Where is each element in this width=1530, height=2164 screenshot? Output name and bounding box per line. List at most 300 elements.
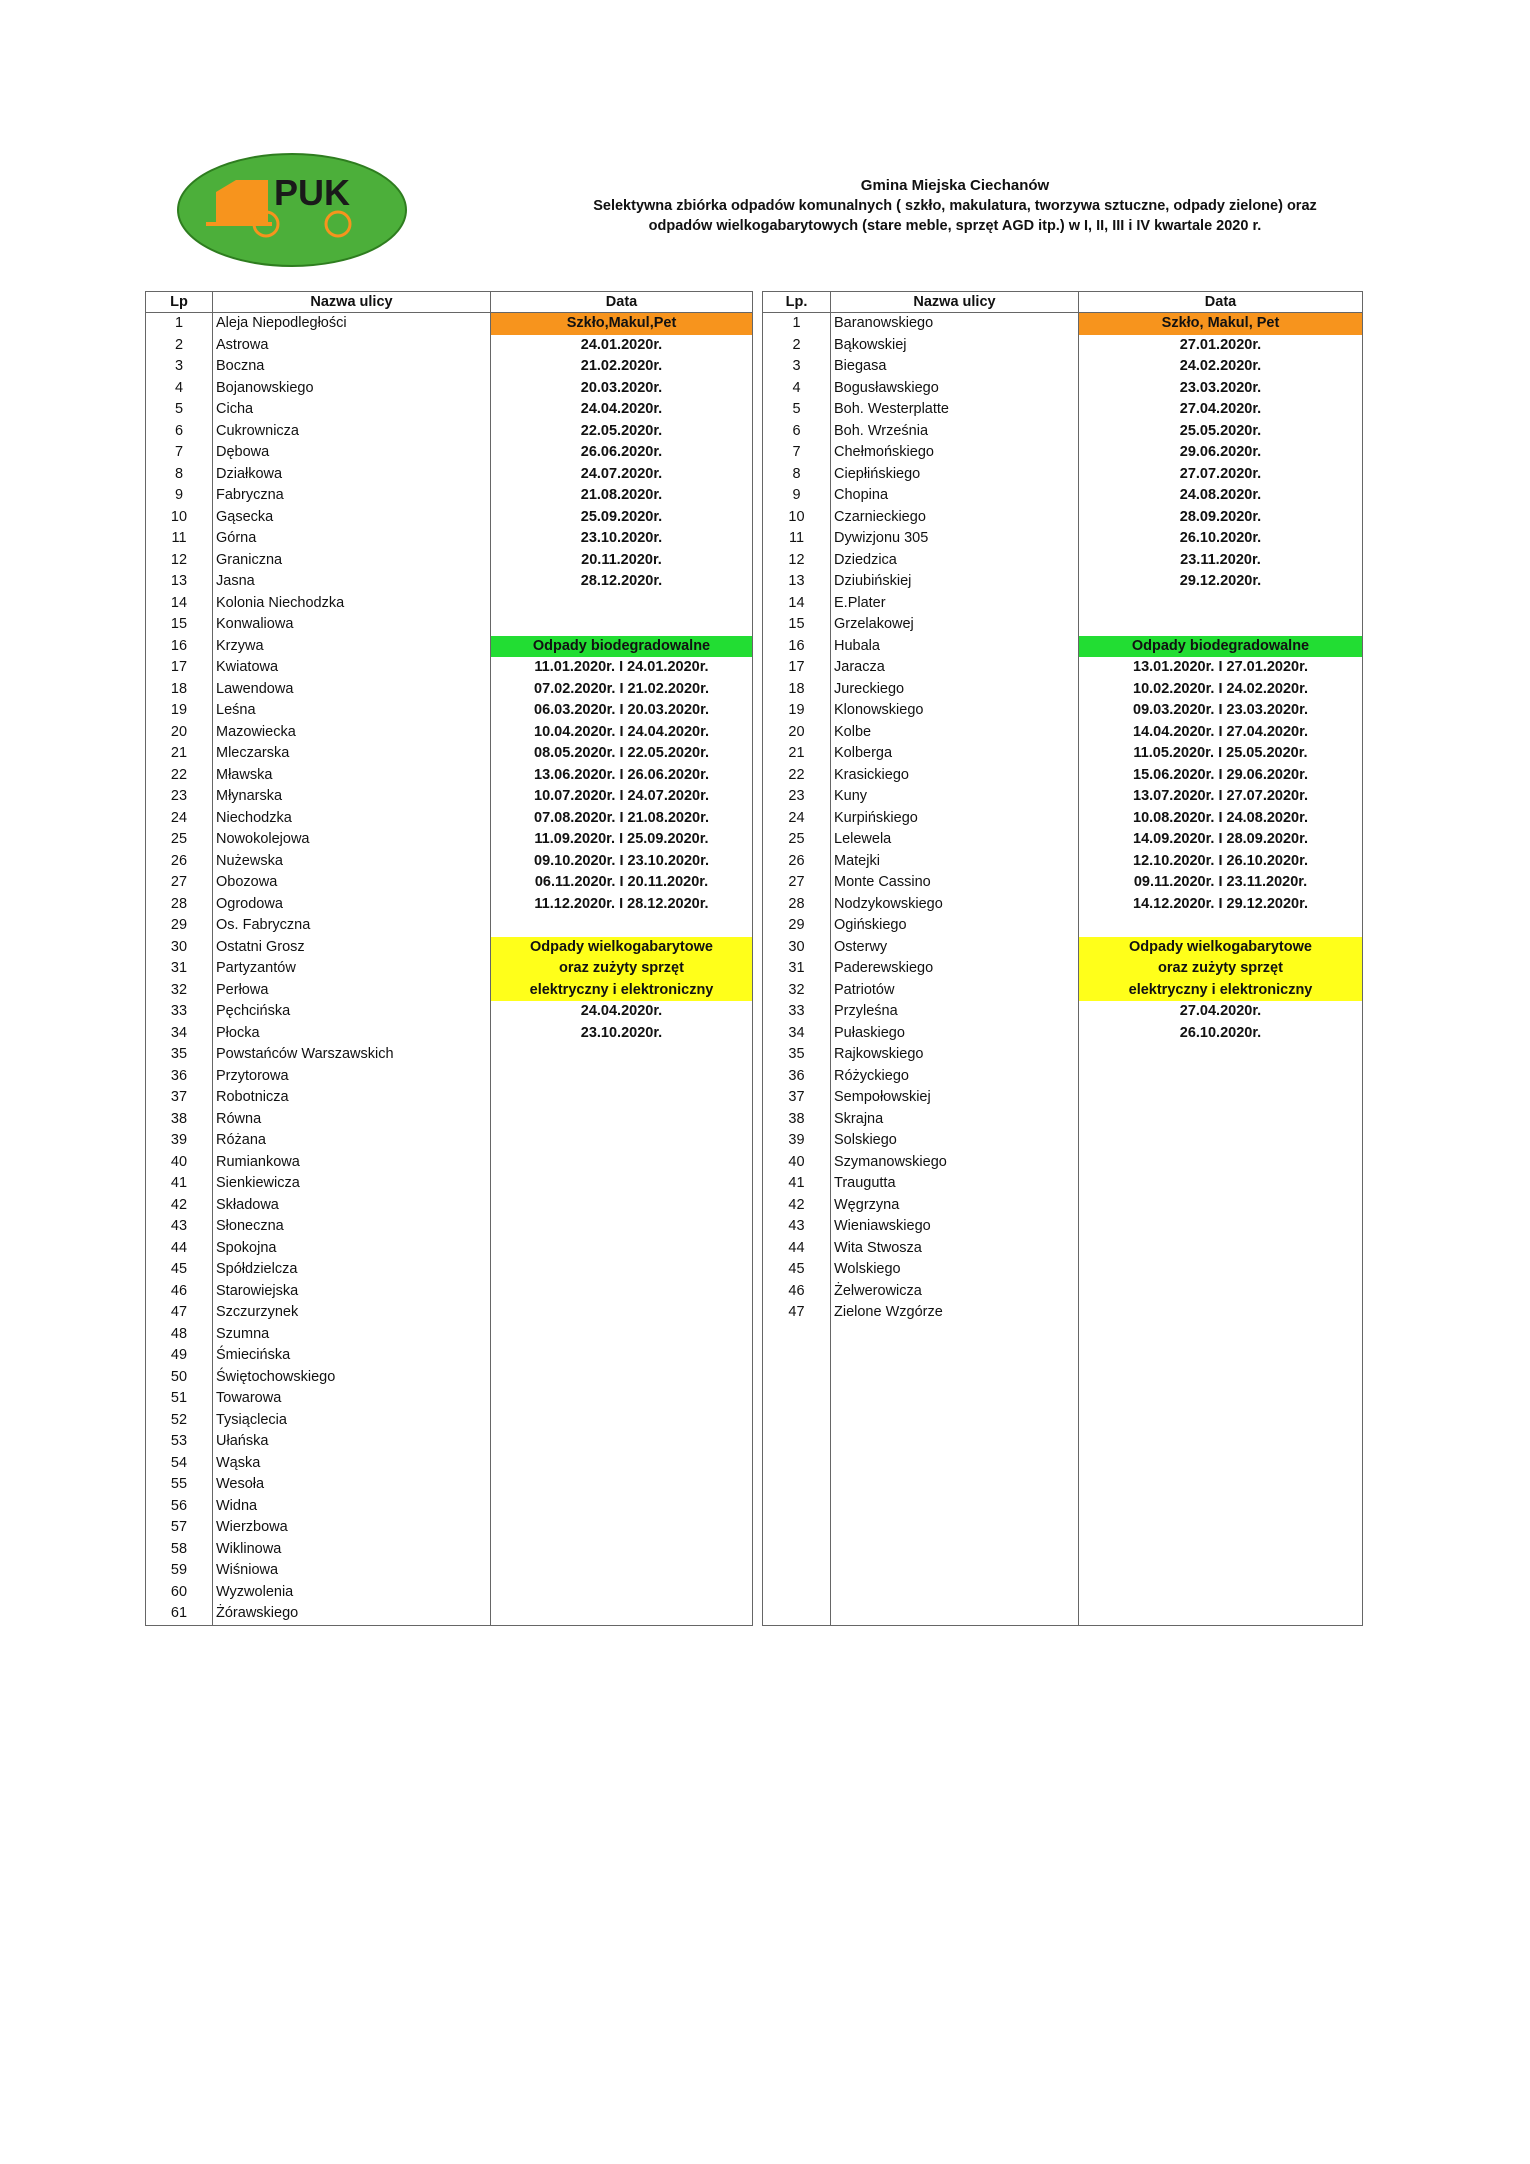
collection-date <box>1079 593 1362 615</box>
street-name: Towarowa <box>216 1390 282 1406</box>
row-number: 18 <box>170 680 188 697</box>
header-line-3: odpadów wielkogabarytowych (stare meble, sprzęt AGD itp.) w I, II, III i IV kwartale 2020 r. <box>648 218 1262 234</box>
collection-date: 11.09.2020r. I 25.09.2020r. <box>534 831 709 847</box>
street-name: Nodzykowskiego <box>834 895 943 912</box>
street-name: Składowa <box>216 1196 279 1213</box>
street-name: Wąska <box>216 1454 261 1471</box>
row-number: 40 <box>170 1153 188 1170</box>
row-number: 36 <box>170 1067 188 1084</box>
row-number: 12 <box>788 551 805 568</box>
street-name: Różyckiego <box>834 1067 909 1084</box>
street-name: Boh. Września <box>834 422 929 439</box>
collection-date: 21.02.2020r. <box>580 358 663 374</box>
row-number: 41 <box>170 1175 188 1191</box>
collection-date: 23.03.2020r. <box>1179 379 1262 396</box>
header-street-name: Nazwa ulicy <box>213 292 491 312</box>
street-name: Osterwy <box>834 938 888 955</box>
row-number: 27 <box>788 874 805 890</box>
row-number: 42 <box>170 1196 188 1213</box>
row-number: 20 <box>170 723 188 740</box>
row-number: 1 <box>792 315 801 331</box>
street-name: Lelewela <box>834 831 892 847</box>
row-number: 45 <box>788 1261 805 1277</box>
street-name: Bogusławskiego <box>834 379 939 396</box>
row-number: 46 <box>788 1282 805 1299</box>
header-street-name: Nazwa ulicy <box>831 292 1079 312</box>
row-number: 23 <box>788 788 805 804</box>
collection-date: 11.12.2020r. I 28.12.2020r. <box>534 895 709 912</box>
street-name: Szczurzynek <box>216 1304 299 1320</box>
row-number: 60 <box>170 1583 188 1600</box>
row-number: 23 <box>170 788 188 804</box>
category-label: Odpady biodegradowalne <box>491 636 752 658</box>
collection-date: 23.10.2020r. <box>580 1024 663 1041</box>
row-number: 17 <box>788 659 805 675</box>
collection-date: 28.12.2020r. <box>580 573 663 589</box>
row-number: 28 <box>170 895 188 912</box>
row-number: 43 <box>170 1218 188 1234</box>
street-name: Dziubińskiej <box>834 573 912 589</box>
row-number: 39 <box>788 1132 805 1148</box>
row-number: 42 <box>788 1196 805 1213</box>
street-name: Żórawskiego <box>216 1605 299 1621</box>
row-number: 33 <box>170 1003 188 1019</box>
row-number: 7 <box>174 444 184 460</box>
row-number: 24 <box>788 809 805 826</box>
row-number: 41 <box>788 1175 805 1191</box>
row-number: 3 <box>174 358 184 374</box>
collection-date: 25.05.2020r. <box>1179 422 1262 439</box>
collection-date: 24.04.2020r. <box>580 1003 663 1019</box>
header-date: Data <box>605 294 638 310</box>
collection-date: 24.07.2020r. <box>580 465 663 482</box>
street-name: Pęchcińska <box>216 1003 291 1019</box>
collection-date: 29.12.2020r. <box>1179 573 1262 589</box>
street-name: Sienkiewicza <box>216 1175 300 1191</box>
street-name: Wolskiego <box>834 1261 901 1277</box>
street-name: Dębowa <box>216 444 270 460</box>
collection-date: 06.03.2020r. I 20.03.2020r. <box>534 702 709 718</box>
street-name: Pułaskiego <box>834 1024 905 1041</box>
category-label: oraz zużyty sprzęt <box>1079 958 1362 980</box>
street-name: E.Plater <box>834 594 886 611</box>
collection-date: 10.08.2020r. I 24.08.2020r. <box>1133 809 1308 826</box>
street-name: Klonowskiego <box>834 702 924 718</box>
row-number: 38 <box>788 1110 805 1127</box>
street-name: Lawendowa <box>216 680 294 697</box>
row-number: 3 <box>792 358 801 374</box>
collection-date <box>1079 614 1362 636</box>
collection-date: 23.10.2020r. <box>580 530 663 546</box>
lp-column <box>146 313 213 1625</box>
collection-date: 07.08.2020r. I 21.08.2020r. <box>534 809 709 826</box>
row-number: 21 <box>788 745 805 761</box>
street-name: Przytorowa <box>216 1067 289 1084</box>
row-number: 34 <box>788 1024 805 1041</box>
collection-date: 11.05.2020r. I 25.05.2020r. <box>1133 745 1308 761</box>
schedule-table-left <box>145 291 753 1626</box>
row-number: 13 <box>788 573 805 589</box>
collection-date: 06.11.2020r. I 20.11.2020r. <box>534 874 709 890</box>
street-name: Solskiego <box>834 1132 897 1148</box>
collection-date: 24.01.2020r. <box>580 336 663 353</box>
row-number: 11 <box>788 530 805 546</box>
row-number: 40 <box>788 1153 805 1170</box>
row-number: 13 <box>170 573 188 589</box>
street-name: Partyzantów <box>216 960 296 976</box>
street-name: Równa <box>216 1110 262 1127</box>
collection-date: 10.07.2020r. I 24.07.2020r. <box>534 788 709 804</box>
street-name: Kuny <box>834 788 868 804</box>
collection-date <box>491 593 752 615</box>
row-number: 8 <box>792 465 801 482</box>
street-name: Starowiejska <box>216 1282 299 1299</box>
row-number: 36 <box>788 1067 805 1084</box>
collection-date: 11.01.2020r. I 24.01.2020r. <box>534 659 709 675</box>
street-name: Wiklinowa <box>216 1540 282 1557</box>
row-number: 2 <box>174 336 184 353</box>
collection-date: 14.12.2020r. I 29.12.2020r. <box>1133 895 1308 912</box>
street-name: Wierzbowa <box>216 1519 288 1535</box>
street-name: Fabryczna <box>216 487 284 503</box>
street-name: Baranowskiego <box>834 315 934 331</box>
street-name: Jureckiego <box>834 680 905 697</box>
street-name: Skrajna <box>834 1110 884 1127</box>
row-number: 14 <box>788 594 805 611</box>
logo-text: PUK <box>274 172 351 213</box>
row-number: 37 <box>788 1089 805 1105</box>
street-name: Spółdzielcza <box>216 1261 298 1277</box>
collection-date: 14.04.2020r. I 27.04.2020r. <box>1133 723 1308 740</box>
street-name: Ogińskiego <box>834 917 907 933</box>
street-name: Nowokolejowa <box>216 831 310 847</box>
row-number: 26 <box>170 852 188 869</box>
row-number: 5 <box>792 401 801 417</box>
street-name: Ostatni Grosz <box>216 938 305 955</box>
street-name: Widna <box>216 1497 258 1514</box>
street-name: Szumna <box>216 1325 270 1342</box>
row-number: 16 <box>170 637 188 654</box>
row-number: 52 <box>170 1411 188 1428</box>
street-name: Bąkowskiej <box>834 336 907 353</box>
category-label: Odpady wielkogabarytowe <box>1079 937 1362 959</box>
category-label: Szkło,Makul,Pet <box>491 313 752 335</box>
street-name: Gąsecka <box>216 508 274 525</box>
collection-date: 21.08.2020r. <box>580 487 663 503</box>
header-lp: Lp. <box>763 292 831 312</box>
collection-date: 10.04.2020r. I 24.04.2020r. <box>534 723 709 740</box>
street-name: Górna <box>216 530 257 546</box>
row-number: 37 <box>170 1089 188 1105</box>
row-number: 19 <box>788 702 805 718</box>
collection-date: 27.04.2020r. <box>1179 401 1262 417</box>
collection-date: 13.06.2020r. I 26.06.2020r. <box>534 766 709 783</box>
collection-date: 27.04.2020r. <box>1179 1003 1262 1019</box>
row-number: 29 <box>170 917 188 933</box>
category-label: Szkło, Makul, Pet <box>1079 313 1362 335</box>
row-number: 53 <box>170 1433 188 1449</box>
street-name: Ogrodowa <box>216 895 283 912</box>
row-number: 1 <box>174 315 184 331</box>
header-date: Data <box>1204 294 1237 310</box>
street-name: Świętochowskiego <box>216 1368 336 1385</box>
lp-column <box>763 313 831 1625</box>
street-name: Różana <box>216 1132 266 1148</box>
street-name: Nużewska <box>216 852 283 869</box>
street-name: Chopina <box>834 487 889 503</box>
collection-date: 14.09.2020r. I 28.09.2020r. <box>1133 831 1308 847</box>
collection-date: 26.10.2020r. <box>1179 530 1262 546</box>
collection-date: 20.11.2020r. <box>581 551 662 568</box>
collection-date: 13.07.2020r. I 27.07.2020r. <box>1133 788 1308 804</box>
category-label: oraz zużyty sprzęt <box>491 958 752 980</box>
table-header <box>763 292 1362 313</box>
date-column <box>1079 313 1362 1625</box>
collection-date: 27.07.2020r. <box>1179 465 1262 482</box>
street-name: Krzywa <box>216 637 264 654</box>
street-name: Aleja Niepodległości <box>216 315 347 331</box>
street-name: Patriotów <box>834 981 895 998</box>
row-number: 30 <box>788 938 805 955</box>
street-name: Robotnicza <box>216 1089 289 1105</box>
row-number: 39 <box>170 1132 188 1148</box>
row-number: 2 <box>792 336 801 353</box>
collection-date: 24.08.2020r. <box>1179 487 1262 503</box>
row-number: 49 <box>170 1347 188 1363</box>
row-number: 6 <box>792 422 801 439</box>
street-name: Traugutta <box>834 1175 896 1191</box>
row-number: 38 <box>170 1110 188 1127</box>
collection-date: 26.10.2020r. <box>1179 1024 1262 1041</box>
row-number: 5 <box>174 401 184 417</box>
collection-date: 24.02.2020r. <box>1179 358 1262 374</box>
street-name: Monte Cassino <box>834 874 931 890</box>
street-name: Chełmońskiego <box>834 444 934 460</box>
street-name: Konwaliowa <box>216 616 294 632</box>
row-number: 59 <box>170 1562 188 1578</box>
row-number: 54 <box>170 1454 188 1471</box>
row-number: 50 <box>170 1368 188 1385</box>
row-number: 21 <box>170 745 188 761</box>
category-label: elektryczny i elektroniczny <box>491 980 752 1002</box>
collection-date <box>1079 915 1362 937</box>
collection-date: 09.11.2020r. I 23.11.2020r. <box>1133 874 1308 890</box>
collection-date: 15.06.2020r. I 29.06.2020r. <box>1133 766 1308 783</box>
street-name: Kurpińskiego <box>834 809 918 826</box>
collection-date: 09.03.2020r. I 23.03.2020r. <box>1133 702 1308 718</box>
collection-date: 13.01.2020r. I 27.01.2020r. <box>1133 659 1308 675</box>
table-header <box>146 292 752 313</box>
row-number: 51 <box>170 1390 188 1406</box>
street-name: Krasickiego <box>834 766 909 783</box>
row-number: 44 <box>170 1239 188 1256</box>
street-name: Kwiatowa <box>216 659 279 675</box>
street-name: Obozowa <box>216 874 278 890</box>
street-name: Ułańska <box>216 1433 269 1449</box>
row-number: 55 <box>170 1476 188 1492</box>
street-name: Matejki <box>834 852 880 869</box>
street-name: Kolbe <box>834 723 872 740</box>
row-number: 44 <box>788 1239 805 1256</box>
row-number: 47 <box>788 1304 805 1320</box>
row-number: 32 <box>788 981 805 998</box>
street-name: Kolberga <box>834 745 893 761</box>
street-name: Biegasa <box>834 358 887 374</box>
street-name: Zielone Wzgórze <box>834 1304 943 1320</box>
street-name: Grzelakowej <box>834 616 914 632</box>
street-name: Czarnieckiego <box>834 508 926 525</box>
street-name: Wita Stwosza <box>834 1239 922 1256</box>
collection-date: 10.02.2020r. I 24.02.2020r. <box>1133 680 1308 697</box>
street-name: Hubala <box>834 637 880 654</box>
street-name: Śmiecińska <box>216 1347 291 1363</box>
street-name: Powstańców Warszawskich <box>216 1046 394 1062</box>
row-number: 33 <box>788 1003 805 1019</box>
row-number: 46 <box>170 1282 188 1299</box>
row-number: 10 <box>788 508 805 525</box>
street-name: Astrowa <box>216 336 269 353</box>
row-number: 19 <box>170 702 188 718</box>
collection-date: 08.05.2020r. I 22.05.2020r. <box>534 745 709 761</box>
row-number: 22 <box>788 766 805 783</box>
collection-date <box>491 614 752 636</box>
collection-date: 28.09.2020r. <box>1179 508 1262 525</box>
collection-date: 24.04.2020r. <box>580 401 663 417</box>
street-name: Młynarska <box>216 788 283 804</box>
row-number: 8 <box>174 465 184 482</box>
collection-date: 22.05.2020r. <box>580 422 663 439</box>
street-name: Kolonia Niechodzka <box>216 594 345 611</box>
street-name: Dywizjonu 305 <box>834 530 929 546</box>
row-number: 25 <box>788 831 805 847</box>
row-number: 6 <box>174 422 184 439</box>
row-number: 28 <box>788 895 805 912</box>
row-number: 14 <box>170 594 188 611</box>
row-number: 48 <box>170 1325 188 1342</box>
row-number: 10 <box>170 508 188 525</box>
date-column <box>491 313 752 1625</box>
row-number: 32 <box>170 981 188 998</box>
row-number: 45 <box>170 1261 188 1277</box>
street-name: Wiśniowa <box>216 1562 279 1578</box>
category-label: elektryczny i elektroniczny <box>1079 980 1362 1002</box>
document-header <box>490 176 1420 236</box>
street-name: Cukrownicza <box>216 422 299 439</box>
row-number: 56 <box>170 1497 188 1514</box>
collection-date: 23.11.2020r. <box>1180 551 1261 568</box>
row-number: 57 <box>170 1519 188 1535</box>
row-number: 35 <box>788 1046 805 1062</box>
street-column <box>213 313 491 1625</box>
row-number: 12 <box>170 551 188 568</box>
row-number: 58 <box>170 1540 188 1557</box>
row-number: 17 <box>170 659 188 675</box>
collection-date: 27.01.2020r. <box>1179 336 1262 353</box>
puk-logo <box>176 152 408 268</box>
street-name: Mleczarska <box>216 745 290 761</box>
row-number: 15 <box>788 616 805 632</box>
collection-date: 12.10.2020r. I 26.10.2020r. <box>1133 852 1308 869</box>
row-number: 15 <box>170 616 188 632</box>
collection-date: 29.06.2020r. <box>1179 444 1262 460</box>
row-number: 25 <box>170 831 188 847</box>
street-name: Działkowa <box>216 465 283 482</box>
street-name: Sempołowskiej <box>834 1089 931 1105</box>
row-number: 4 <box>792 379 801 396</box>
row-number: 34 <box>170 1024 188 1041</box>
street-name: Węgrzyna <box>834 1196 900 1213</box>
street-name: Perłowa <box>216 981 269 998</box>
street-name: Przyleśna <box>834 1003 898 1019</box>
row-number: 11 <box>171 530 187 546</box>
street-name: Tysiąclecia <box>216 1411 287 1428</box>
row-number: 18 <box>788 680 805 697</box>
row-number: 4 <box>174 379 184 396</box>
header-lp: Lp <box>146 292 213 312</box>
street-name: Niechodzka <box>216 809 292 826</box>
street-name: Mazowiecka <box>216 723 296 740</box>
street-name: Bojanowskiego <box>216 379 314 396</box>
street-name: Paderewskiego <box>834 960 934 976</box>
street-name: Dziedzica <box>834 551 897 568</box>
street-name: Os. Fabryczna <box>216 917 311 933</box>
collection-date: 25.09.2020r. <box>580 508 663 525</box>
street-name: Jasna <box>216 573 255 589</box>
row-number: 31 <box>788 960 805 976</box>
row-number: 43 <box>788 1218 805 1234</box>
street-name: Mławska <box>216 766 273 783</box>
row-number: 29 <box>788 917 805 933</box>
category-label: Odpady wielkogabarytowe <box>491 937 752 959</box>
row-number: 27 <box>170 874 188 890</box>
row-number: 9 <box>792 487 801 503</box>
row-number: 30 <box>170 938 188 955</box>
row-number: 35 <box>170 1046 188 1062</box>
street-name: Boczna <box>216 358 265 374</box>
row-number: 22 <box>170 766 188 783</box>
street-name: Ciepłińskiego <box>834 465 921 482</box>
street-name: Płocka <box>216 1024 260 1041</box>
row-number: 20 <box>788 723 805 740</box>
street-name: Leśna <box>216 702 256 718</box>
street-name: Słoneczna <box>216 1218 284 1234</box>
row-number: 61 <box>170 1605 188 1621</box>
collection-date: 20.03.2020r. <box>580 379 663 396</box>
header-line-2: Selektywna zbiórka odpadów komunalnych ( szkło, makulatura, tworzywa sztuczne, odpady zielone) oraz <box>593 198 1317 214</box>
street-name: Szymanowskiego <box>834 1153 947 1170</box>
street-name: Boh. Westerplatte <box>834 401 949 417</box>
collection-date: 26.06.2020r. <box>580 444 663 460</box>
row-number: 9 <box>174 487 184 503</box>
header-municipality: Gmina Miejska Ciechanów <box>860 177 1050 194</box>
collection-date: 09.10.2020r. I 23.10.2020r. <box>534 852 709 869</box>
street-name: Cicha <box>216 401 254 417</box>
category-label: Odpady biodegradowalne <box>1079 636 1362 658</box>
street-name: Rajkowskiego <box>834 1046 924 1062</box>
row-number: 26 <box>788 852 805 869</box>
street-name: Wieniawskiego <box>834 1218 931 1234</box>
street-name: Rumiankowa <box>216 1153 300 1170</box>
street-name: Żelwerowicza <box>834 1282 922 1299</box>
schedule-table-right <box>762 291 1363 1626</box>
street-column <box>831 313 1079 1625</box>
row-number: 24 <box>170 809 188 826</box>
street-name: Spokojna <box>216 1239 277 1256</box>
row-number: 16 <box>788 637 805 654</box>
row-number: 31 <box>170 960 188 976</box>
street-name: Graniczna <box>216 551 283 568</box>
row-number: 47 <box>170 1304 188 1320</box>
